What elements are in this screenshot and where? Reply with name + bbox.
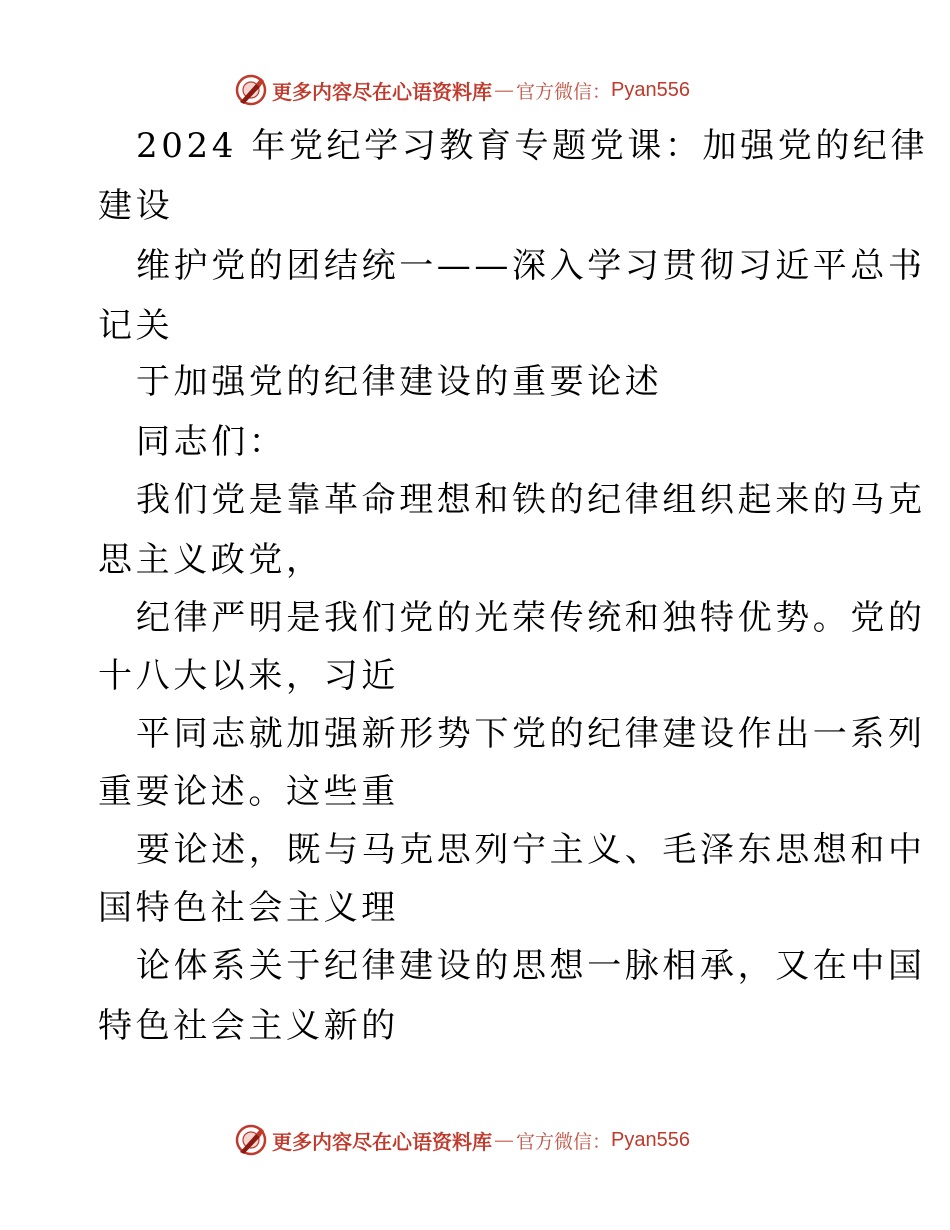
paragraph-line: 纪律严明是我们党的光荣传统和独特优势。党的 [136, 598, 926, 638]
paragraph-line: 思主义政党， [98, 540, 324, 580]
paragraph-line: 我们党是靠革命理想和铁的纪律组织起来的马克 [136, 480, 926, 520]
subtitle-line-3: 于加强党的纪律建设的重要论述 [136, 362, 663, 402]
footer-banner [234, 1122, 690, 1158]
banner-wechat-label: 官方微信： [516, 1130, 612, 1153]
pen-logo-icon [234, 73, 268, 107]
banner-text: 更多内容尽在心语资料库 [272, 79, 492, 104]
paragraph-line: 重要论述。这些重 [98, 772, 399, 812]
title-line-1: 2024 年党纪学习教育专题党课：加强党的纪律 [136, 126, 929, 166]
pen-logo-icon [234, 1123, 268, 1157]
banner-wechat-id: Pyan556 [611, 1128, 690, 1151]
salutation: 同志们： [136, 422, 287, 462]
banner-wechat-id: Pyan556 [611, 78, 690, 101]
header-banner [234, 72, 690, 108]
banner-text: 更多内容尽在心语资料库 [272, 1129, 492, 1154]
banner-separator: — [494, 1128, 514, 1152]
banner-wechat-label: 官方微信： [516, 80, 612, 103]
subtitle-line-2: 记关 [98, 306, 174, 346]
paragraph-line: 平同志就加强新形势下党的纪律建设作出一系列 [136, 714, 926, 754]
paragraph-line: 论体系关于纪律建设的思想一脉相承，又在中国 [136, 946, 926, 986]
paragraph-line: 十八大以来，习近 [98, 656, 399, 696]
subtitle-line-1: 维护党的团结统一——深入学习贯彻习近平总书 [136, 246, 926, 286]
paragraph-line: 国特色社会主义理 [98, 888, 399, 928]
paragraph-line: 特色社会主义新的 [98, 1006, 399, 1046]
banner-separator: — [494, 78, 514, 102]
paragraph-line: 要论述，既与马克思列宁主义、毛泽东思想和中 [136, 830, 926, 870]
title-line-2: 建设 [98, 186, 174, 226]
